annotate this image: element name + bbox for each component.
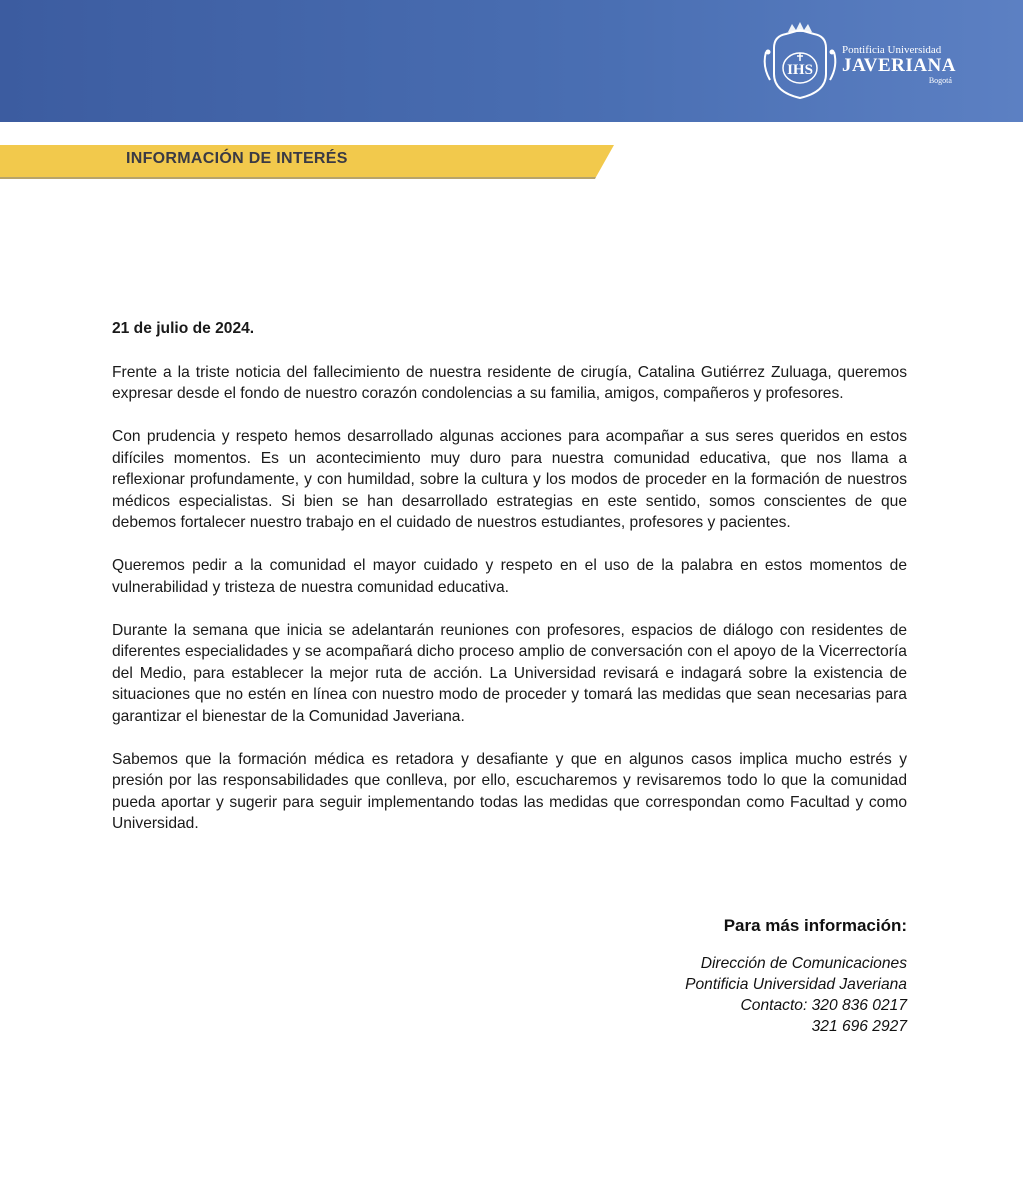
paragraph: Frente a la triste noticia del fallecimiento de nuestra residente de cirugía, Catalina Gutiérrez Zuluaga, queremos expresar desde el fondo de nuestro corazón condolencias a su familia, amigos, compañeros y profesores. xyxy=(112,363,907,402)
seal-text: IHS xyxy=(787,62,813,78)
logo-line2: JAVERIANA xyxy=(842,55,956,76)
paragraph: Con prudencia y respeto hemos desarrollado algunas acciones para acompañar a sus seres queridos en estos difíciles momentos. Es un acontecimiento muy duro para nuestra comunidad educativa, que nos llama a reflexionar profundamente, y con humildad, sobre la cultura y los modos de proceder en la formación de nuestros médicos especialistas. Si bien se han desarrollado estrategias en este sentido, somos conscientes de que debemos fortalecer nuestro trabajo en el cuidado de nuestros estudiantes, profesores y pacientes. xyxy=(112,428,907,531)
contact-phone-2: 321 696 2927 xyxy=(811,1018,907,1035)
paragraph: Durante la semana que inicia se adelantarán reuniones con profesores, espacios de diálogo con residentes de diferentes especialidades y se acompañará dicho proceso amplio de conversación con el apoyo de la Vicerrectoría del Medio, para establecer la mejor ruta de acción. La Universidad revisará e indagará sobre la existencia de situaciones que no estén en línea con nuestro modo de proceder y tomará las medidas que sean necesarias para garantizar el bienestar de la Comunidad Javeriana. xyxy=(112,621,907,725)
ribbon-label: INFORMACIÓN DE INTERÉS xyxy=(126,150,348,167)
university-logo xyxy=(760,22,960,100)
logo-line3: Bogotá xyxy=(928,76,952,85)
university-seal-icon xyxy=(760,22,840,102)
contact-phone: Contacto: 320 836 0217 xyxy=(740,997,907,1014)
paragraph: Queremos pedir a la comunidad el mayor cuidado y respeto en el uso de la palabra en estos momentos de vulnerabilidad y tristeza de nuestra comunidad educativa. xyxy=(112,557,907,596)
paragraph: Sabemos que la formación médica es retadora y desafiante y que en algunos casos implica mucho estrés y presión por las responsabilidades que conlleva, por ello, escucharemos y revisaremos todo lo que la comunidad pueda aportar y sugerir para seguir implementando todas las medidas que correspondan como Facultad y como Universidad. xyxy=(112,750,907,832)
logo-line1: Pontificia Universidad xyxy=(842,44,942,56)
header-band xyxy=(0,0,1023,122)
letter-body xyxy=(112,318,907,856)
contact-block xyxy=(685,916,907,1037)
contact-department: Dirección de Comunicaciones xyxy=(700,955,907,972)
contact-title: Para más información: xyxy=(723,916,907,935)
contact-institution: Pontificia Universidad Javeriana xyxy=(685,976,907,993)
logo-wordmark xyxy=(842,44,956,85)
letter-date: 21 de julio de 2024. xyxy=(112,320,255,337)
